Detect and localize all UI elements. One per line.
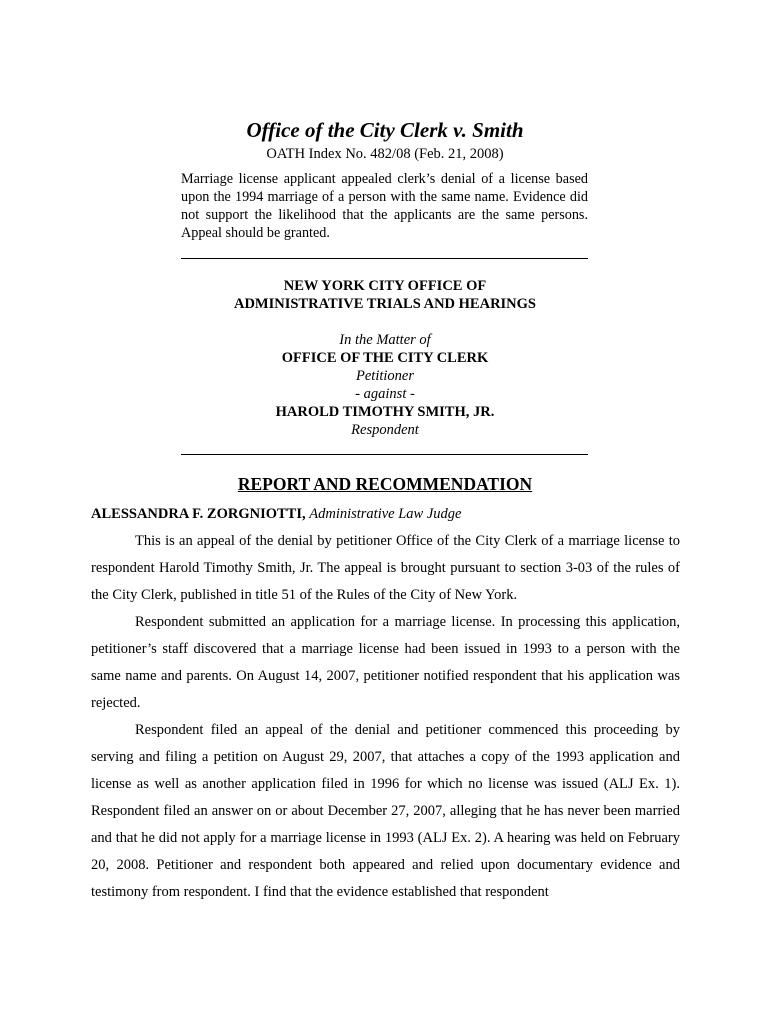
case-title: Office of the City Clerk v. Smith	[246, 118, 524, 142]
judge-title: Administrative Law Judge	[309, 506, 462, 522]
body-paragraph: Respondent submitted an application for a marriage license. In processing this application, petitioner’s staff discovered that a marriage license had been issued in 1993 to a person with the same name and parents. On August 14, 2007, petitioner notified respondent that his application was rejected.	[91, 614, 680, 711]
respondent-name: HAROLD TIMOTHY SMITH, JR.	[275, 404, 495, 420]
divider-rule	[181, 454, 588, 455]
judge-name: ALESSANDRA F. ZORGNIOTTI,	[91, 506, 306, 522]
petitioner-role: Petitioner	[356, 368, 414, 384]
report-heading: REPORT AND RECOMMENDATION	[237, 474, 533, 494]
judge-line	[91, 505, 461, 523]
case-index: OATH Index No. 482/08 (Feb. 21, 2008)	[266, 146, 504, 162]
respondent-role: Respondent	[351, 422, 419, 438]
body-paragraph: This is an appeal of the denial by petitioner Office of the City Clerk of a marriage license to respondent Harold Timothy Smith, Jr. The appeal is brought pursuant to section 3-03 of the rules of the City Clerk, published in title 51 of the Rules of the City of New York.	[91, 533, 680, 603]
petitioner-name: OFFICE OF THE CITY CLERK	[281, 350, 489, 366]
agency-heading	[0, 277, 770, 313]
case-caption	[0, 331, 770, 439]
agency-line-2: ADMINISTRATIVE TRIALS AND HEARINGS	[233, 296, 536, 312]
matter-intro: In the Matter of	[339, 332, 431, 348]
agency-line-1: NEW YORK CITY OFFICE OF	[283, 278, 487, 294]
divider-rule	[181, 258, 588, 259]
body-paragraph: Respondent filed an appeal of the denial and petitioner commenced this proceeding by serving and filing a petition on August 29, 2007, that attaches a copy of the 1993 application and license as well as another application filed in 1996 for which no license was issued (ALJ Ex. 1). Respondent filed an answer on or about December 27, 2007, alleging that he has never been married and that he did not apply for a marriage license in 1993 (ALJ Ex. 2). A hearing was held on February 20, 2008. Petitioner and respondent both appeared and relied upon documentary evidence and testimony from respondent. I find that the evidence established that respondent	[91, 722, 680, 900]
against-label: - against -	[355, 386, 415, 402]
case-summary: Marriage license applicant appealed clerk’s denial of a license based upon the 1994 marriage of a person with the same name. Evidence did not support the likelihood that the applicants are the same persons. Appeal should be granted.	[181, 171, 588, 241]
report-body	[91, 528, 680, 906]
